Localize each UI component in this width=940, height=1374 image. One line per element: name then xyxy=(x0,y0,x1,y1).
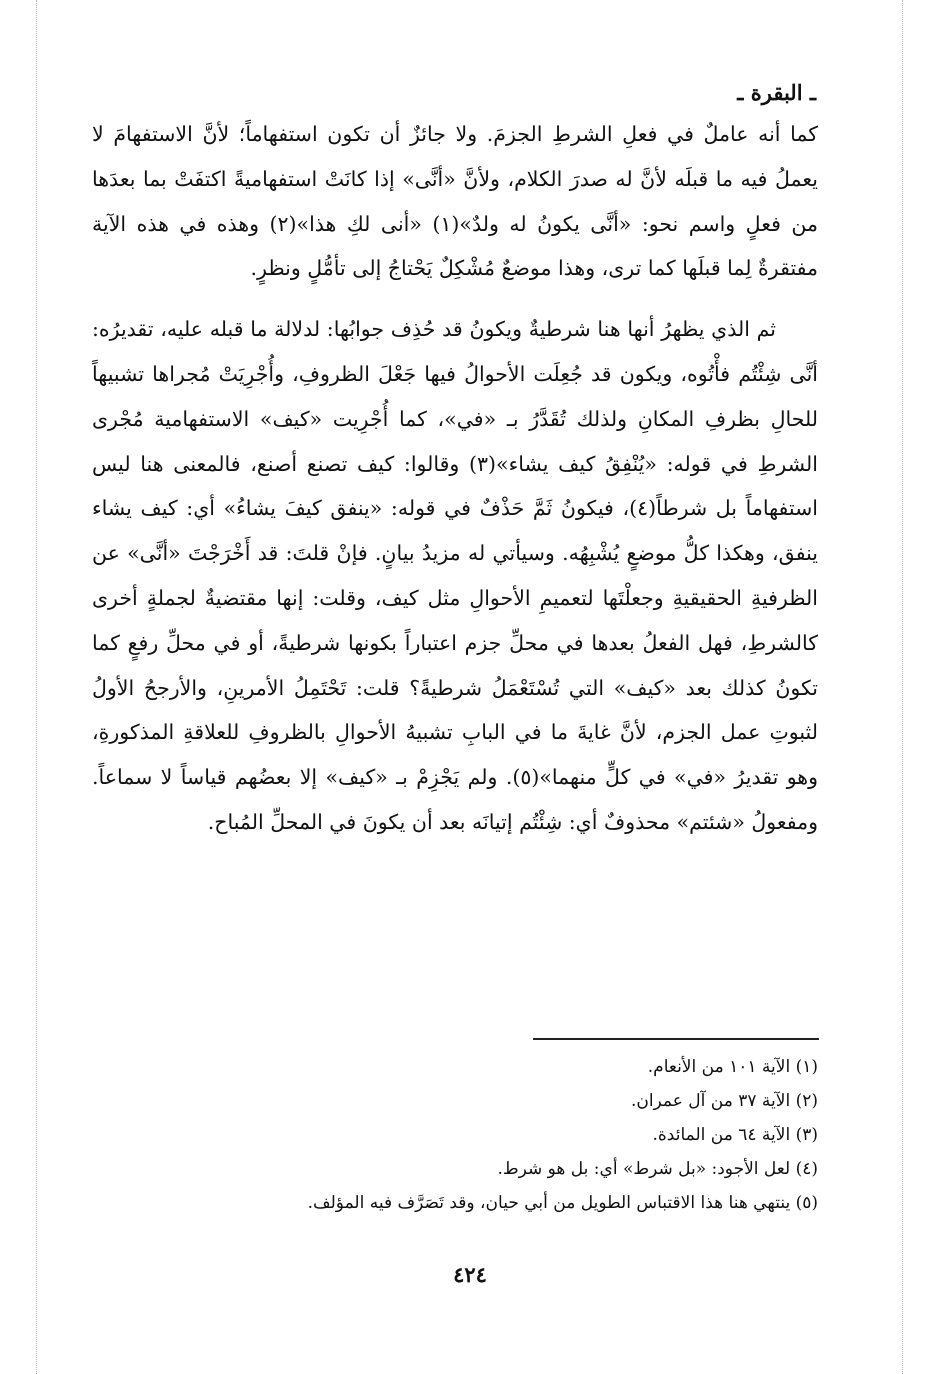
footnote-3: (٣) الآية ٦٤ من المائدة. xyxy=(652,1125,818,1145)
running-header: ـ البقرة ـ xyxy=(737,80,816,105)
footnote-separator xyxy=(533,1038,819,1040)
paragraph-2: ثم الذي يظهرُ أنها هنا شرطيةٌ ويكونُ قد حُذِف جوابُها: لدلالة ما قبله عليه، تقديرُه: أنَّى شِئْتُم فأْتُوه، ويكون قد جُعِلَت الأحوالُ فيها جَعْلَ الظروفِ، وأُجْرِيَتْ مُجراها تشبيهاً للحالِ بظرفِ المكانِ ولذلك تُقَدَّرُ بـ «في»، كما أُجْرِيت «كيف» الاستفهامية مُجْرى الشرطِ في قوله: «يُنْفِقُ كيف يشاء»(٣) وقالوا: كيف تصنع أصنع، فالمعنى هنا ليس استفهاماً بل شرطاً(٤)، فيكونُ ثَمَّ حَذْفٌ في قوله: «ينفق كيفَ يشاءُ» أي: كيف يشاء ينفق، وهكذا كلُّ موضعٍ يُشْبِهُه. وسيأتي له مزيدُ بيانٍ. فإنْ قلتَ: قد أَخْرَجْتَ «أنَّى» عن الظرفيةِ الحقيقيةِ وجعلْتَها لتعميمِ الأحوالِ مثل كيف، وقلت: إنها مقتضيةٌ لجملةٍ أخرى كالشرطِ، فهل الفعلُ بعدها في محلِّ جزم اعتباراً بكونها شرطيةً، أو في محلِّ رفعٍ كما تكونُ كذلك بعد «كيف» التي تُسْتَعْمَلُ شرطيةً؟ قلت: تَحْتَمِلُ الأمرينِ، والأرجحُ الأولُ لثبوتِ عمل الجزم، لأنَّ غايةَ ما في البابِ تشبيهُ الأحوالِ بالظروفِ للعلاقةِ المذكورةِ، وهو تقديرُ «في» في كلٍّ منهما»(٥). ولم يَجْزِمْ بـ «كيف» إلا بعضُهم قياساً لا سماعاً. ومفعولُ «شئتم» محذوفٌ أي: شِئْتُم إتيانَه بعد أن يكونَ في المحلِّ المُباح. xyxy=(92,317,818,834)
footnote-5: (٥) ينتهي هنا هذا الاقتباس الطويل من أبي حيان، وقد تَصَرَّف فيه المؤلف. xyxy=(307,1193,818,1213)
scan-margin-left xyxy=(36,0,37,1374)
footnote-4: (٤) لعل الأجود: «بل شرط» أي: بل هو شرط. xyxy=(497,1159,818,1179)
scan-margin-right xyxy=(902,0,903,1374)
main-text xyxy=(92,112,818,845)
footnote-2: (٢) الآية ٣٧ من آل عمران. xyxy=(630,1091,818,1111)
page-number: ٤٢٤ xyxy=(453,1262,487,1287)
paragraph-1: كما أنه عاملٌ في فعلِ الشرطِ الجزمَ. ولا جائزٌ أن تكون استفهاماً؛ لأنَّ الاستفهامَ لا يعملُ فيه ما قبلَه لأنَّ له صدرَ الكلام، ولأنَّ «أنَّى» إذا كانَتْ استفهاميةً اكتفَتْ بما بعدَها من فعلٍ واسم نحو: «أنَّى يكونُ له ولدٌ»(١) «أنى لكِ هذا»(٢) وهذه في هذه الآية مفتقرةٌ لِما قبلَها كما ترى، وهذا موضعٌ مُشْكِلٌ يَحْتاجُ إلى تأمُّلٍ ونظرٍ. xyxy=(92,122,818,281)
footnotes xyxy=(240,1050,818,1220)
footnote-1: (١) الآية ١٠١ من الأنعام. xyxy=(647,1057,818,1077)
